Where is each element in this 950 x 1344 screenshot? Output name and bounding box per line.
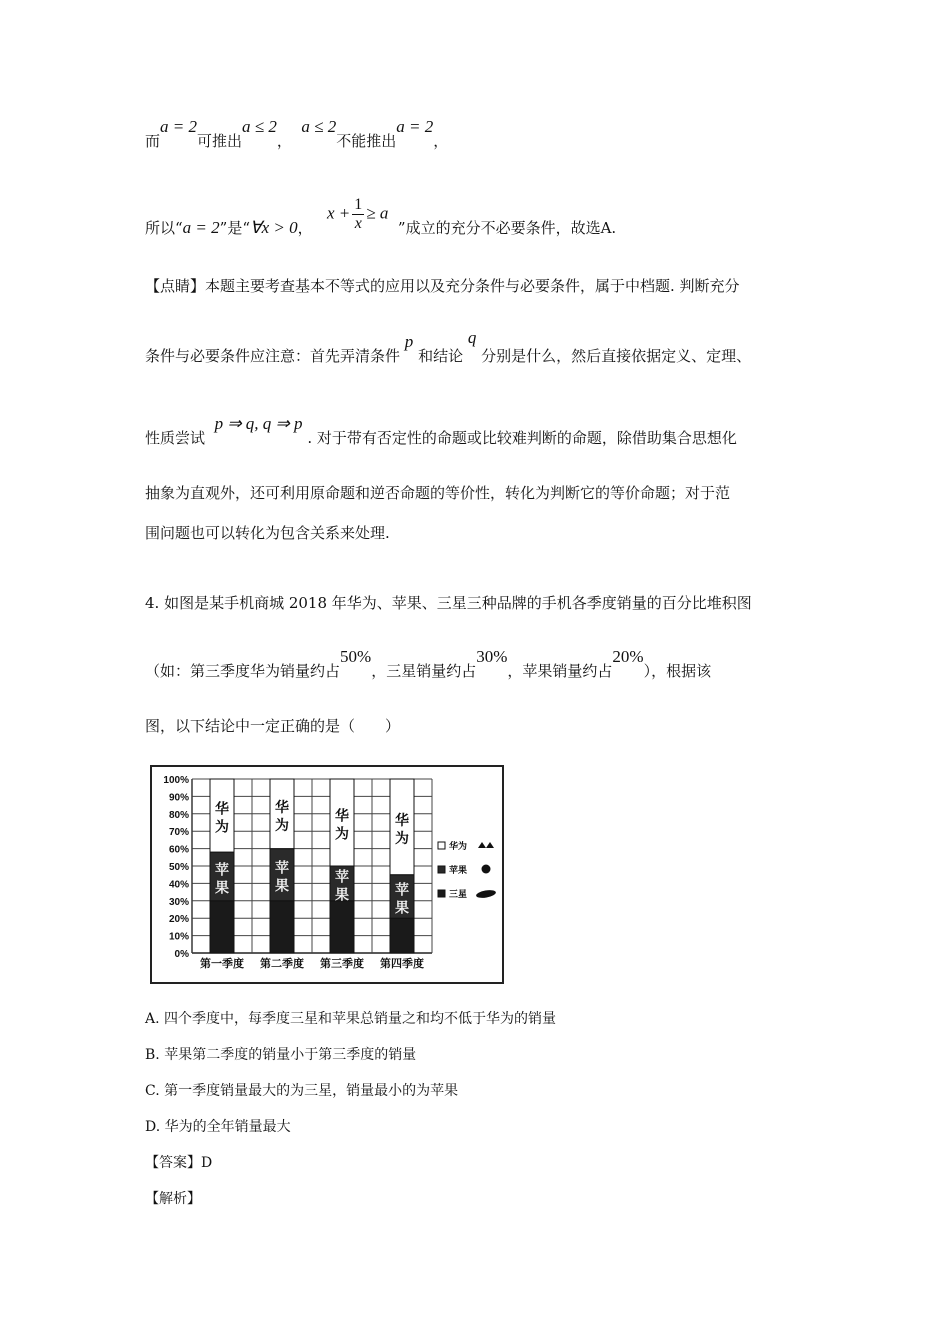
x-tick-label: 第一季度	[200, 957, 244, 970]
text: 和结论	[418, 347, 464, 365]
text: （如：第三季度华为销量约占	[145, 662, 341, 680]
text: 分别是什么，然后直接依据定义、定理、	[481, 347, 752, 365]
option-d[interactable]: D. 华为的全年销量最大	[145, 1119, 291, 1135]
math-expr: 30%	[476, 647, 508, 666]
math-expr: a = 2	[182, 217, 220, 237]
chart-svg	[152, 767, 502, 982]
bar-label: 为	[275, 817, 289, 834]
math-expr: 20%	[612, 647, 644, 666]
math-expr: a = 2	[396, 117, 434, 136]
math-expr: a ≤ 2	[301, 117, 337, 136]
note-line-1: 【点睛】本题主要考查基本不等式的应用以及充分条件与必要条件，属于中档题. 判断充分	[145, 277, 740, 295]
bar-label: 为	[395, 830, 409, 847]
text: 所以“	[145, 218, 183, 237]
bar-三星	[390, 918, 414, 953]
y-tick-label: 100%	[163, 775, 189, 786]
question-line-2	[145, 647, 712, 681]
y-tick-label: 80%	[168, 809, 189, 821]
bar-label: 华	[275, 799, 289, 816]
bar-label: 苹	[275, 860, 289, 877]
bar-label: 果	[395, 900, 409, 917]
bar-label: 苹	[215, 862, 229, 879]
math-expr: q	[467, 328, 477, 347]
question-line-1: 4. 如图是某手机商城 2018 年华为、苹果、三星三种品牌的手机各季度销量的百分比堆积图	[145, 594, 752, 612]
bar-label: 华	[335, 808, 349, 825]
legend-label: 华为	[449, 842, 468, 852]
text: 条件与必要条件应注意：首先弄清条件	[145, 347, 401, 365]
legend-label: 三星	[449, 890, 468, 900]
bar-label: 果	[335, 887, 349, 904]
y-tick-label: 50%	[168, 862, 189, 873]
bar-label: 果	[275, 878, 289, 895]
option-c[interactable]: C. 第一季度销量最大的为三星，销量最小的为苹果	[145, 1083, 459, 1099]
text: 不能推出	[336, 132, 397, 150]
legend-swatch	[438, 842, 445, 849]
bar-label: 果	[215, 880, 229, 897]
text: ，三星销量约占	[371, 662, 477, 680]
text: ”成立的充分不必要条件，故选A.	[397, 218, 617, 237]
text: 可推出	[197, 132, 243, 150]
y-tick-label: 60%	[168, 844, 189, 856]
x-tick-label: 第三季度	[320, 957, 364, 970]
text: ，	[433, 132, 449, 150]
text: . 对于带有否定性的命题或比较难判断的命题，除借助集合思想化	[307, 429, 737, 447]
math-expr: x +	[326, 203, 351, 223]
bar-label: 华	[215, 801, 229, 818]
analysis-label: 【解析】	[145, 1191, 201, 1207]
fraction	[352, 196, 364, 233]
question-line-3: 图，以下结论中一定正确的是（ ）	[145, 717, 401, 735]
samsung-logo-icon	[476, 889, 497, 899]
math-expr: a ≤ 2	[242, 117, 277, 136]
y-tick-label: 0%	[174, 949, 189, 960]
bar-三星	[210, 901, 234, 953]
option-a[interactable]: A. 四个季度中，每季度三星和苹果总销量之和均不低于华为的销量	[145, 1011, 557, 1027]
text: 性质尝试	[145, 429, 206, 447]
x-tick-label: 第四季度	[380, 957, 424, 970]
bar-label: 苹	[335, 869, 349, 886]
text: ，	[297, 218, 313, 237]
answer-value: D	[201, 1155, 213, 1171]
fraction-denominator: x	[354, 215, 362, 232]
y-tick-label: 40%	[168, 879, 189, 891]
math-expr: p ⇒ q, q ⇒ p	[214, 414, 303, 433]
legend-label: 苹果	[449, 866, 468, 876]
text: 而	[145, 132, 161, 150]
bar-label: 为	[215, 819, 229, 836]
bar-label: 苹	[395, 882, 409, 899]
bar-label: 华	[395, 812, 409, 829]
math-expr: ∀x > 0	[250, 217, 298, 237]
answer-line	[145, 1152, 212, 1172]
x-tick-label: 第二季度	[260, 957, 304, 970]
derivation-line-2	[145, 196, 617, 237]
answer-label: 【答案】	[145, 1155, 201, 1171]
stacked-bar-chart	[150, 765, 504, 984]
option-b[interactable]: B. 苹果第二季度的销量小于第三季度的销量	[145, 1047, 417, 1063]
note-line-4: 抽象为直观外，还可利用原命题和逆否命题的等价性，转化为判断它的等价命题；对于范	[145, 484, 731, 502]
text: ，苹果销量约占	[507, 662, 613, 680]
note-line-2	[145, 328, 752, 366]
y-tick-label: 20%	[168, 914, 189, 926]
note-line-3	[145, 414, 737, 448]
y-tick-label: 90%	[168, 792, 189, 804]
y-tick-label: 30%	[168, 896, 189, 908]
text: ，	[276, 132, 292, 150]
huawei-logo-icon	[478, 842, 494, 848]
math-expr: p	[404, 332, 414, 351]
math-expr: a = 2	[160, 117, 197, 136]
bar-label: 为	[335, 826, 349, 843]
math-expr: 50%	[340, 647, 372, 666]
derivation-line-1	[145, 117, 449, 151]
text: ），根据该	[643, 662, 712, 680]
y-tick-label: 70%	[168, 827, 189, 839]
legend-swatch	[438, 866, 445, 873]
legend-swatch	[438, 890, 445, 897]
note-line-5: 围问题也可以转化为包含关系来处理.	[145, 524, 390, 542]
bar-三星	[270, 901, 294, 953]
y-tick-label: 10%	[168, 931, 189, 943]
apple-logo-icon	[482, 865, 491, 874]
bar-三星	[330, 901, 354, 953]
math-expr: ≥ a	[366, 203, 389, 223]
text: ”是“	[219, 218, 250, 237]
fraction-numerator: 1	[354, 196, 363, 213]
